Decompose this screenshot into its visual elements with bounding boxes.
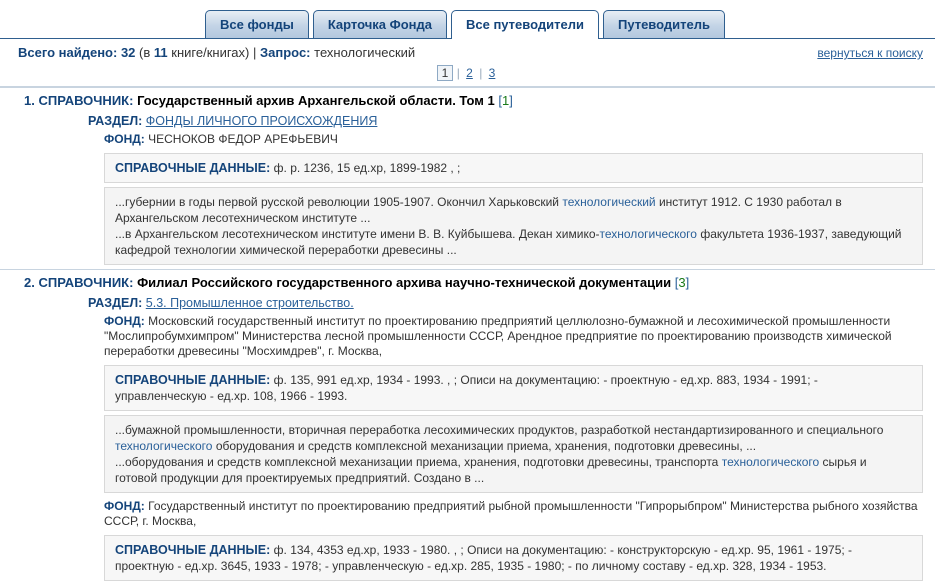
query-value: технологический <box>314 45 416 60</box>
result-number: 1. <box>24 93 35 108</box>
result-title[interactable]: Государственный архив Архангельской области. Том 1 <box>137 93 495 108</box>
count-bracket-open: [ <box>498 93 503 108</box>
results-list <box>0 86 935 581</box>
tab-all-guides[interactable]: Все путеводители <box>451 10 599 39</box>
reference-data-panel <box>104 535 923 581</box>
fragment-text: ...в Архангельском лесотехническом институте имени В. В. Куйбышева. Декан химико- <box>115 227 600 241</box>
tab-all-funds[interactable]: Все фонды <box>205 10 309 38</box>
fragment-0 <box>115 194 912 226</box>
reference-data-value: ф. 135, 991 ед.хр, 1934 - 1993. , ; Описи на документацию: - проектную - ед.хр. 883, 1934 - 1991; - управленческую - ед.хр. 108, 1966 - 1993. <box>115 373 818 403</box>
count-bracket-open: [ <box>674 275 679 290</box>
count-link[interactable]: 3 <box>678 275 686 290</box>
fragments-panel <box>104 187 923 265</box>
razdel-value[interactable]: ФОНДЫ ЛИЧНОГО ПРОИСХОЖДЕНИЯ <box>145 114 378 128</box>
result-header <box>0 87 935 112</box>
fond-label: ФОНД: <box>104 499 145 513</box>
razdel-label: РАЗДЕЛ: <box>88 114 143 128</box>
highlighted-term[interactable]: технологического <box>599 227 697 241</box>
fond-label: ФОНД: <box>104 314 145 328</box>
result-item <box>0 87 935 265</box>
result-body <box>0 112 935 265</box>
reference-data-value: ф. 134, 4353 ед.хр, 1933 - 1980. , ; Описи на документацию: - конструкторскую - ед.хр. 95, 1961 - 1975; - проектную - ед.хр. 3645, 1933 - 1978; - управленческую - ед.хр. 285, 1935 - 1980; - по личному составу - ед.хр. 328, 1934 - 1953. <box>115 543 853 573</box>
reference-data-panel <box>104 153 923 183</box>
fragment-text: ...бумажной промышленности, вторичная переработка лесохимических продуктов, разработкой нестандартизированного и специального <box>115 423 884 437</box>
tab-list <box>205 9 725 38</box>
highlighted-term[interactable]: технологического <box>115 439 213 453</box>
fond-row <box>88 130 923 149</box>
reference-data-label: СПРАВОЧНЫЕ ДАННЫЕ: <box>115 373 271 387</box>
summary-divider: | <box>253 45 257 60</box>
razdel-row <box>88 112 923 130</box>
back-to-search-link[interactable]: вернуться к поиску <box>817 46 923 60</box>
count-link[interactable]: 1 <box>502 93 510 108</box>
fragment-text: ...губернии в годы первой русской революции 1905-1907. Окончил Харьковский <box>115 195 563 209</box>
result-title[interactable]: Филиал Российского государственного архива научно-технической документации <box>137 275 672 290</box>
fragment-1 <box>115 454 912 486</box>
tab-bar <box>0 0 935 39</box>
found-label: Всего найдено: <box>18 45 118 60</box>
razdel-value[interactable]: 5.3. Промышленное строительство. <box>145 296 354 310</box>
reference-data-label: СПРАВОЧНЫЕ ДАННЫЕ: <box>115 543 271 557</box>
razdel-label: РАЗДЕЛ: <box>88 296 143 310</box>
result-count <box>498 93 512 108</box>
count-bracket-close: ] <box>685 275 690 290</box>
fragment-text: оборудования и средств комплексной механизации приема, хранения, подготовки древесины, ... <box>212 439 757 453</box>
fragments-panel <box>104 415 923 493</box>
reference-data-panel <box>104 365 923 411</box>
fragment-1 <box>115 226 912 258</box>
razdel-row <box>88 294 923 312</box>
result-type-label: СПРАВОЧНИК: <box>38 93 134 108</box>
count-bracket-close: ] <box>509 93 513 108</box>
pager-sep-2: | <box>479 66 483 80</box>
books-word: книге/книгах) <box>171 45 250 60</box>
found-count: 32 <box>120 45 136 60</box>
fond-value[interactable]: Государственный институт по проектированию предприятий рыбной промышленности "Гипрорыбпром" Министерства рыбного хозяйства СССР, г. Москва, <box>104 499 918 528</box>
highlighted-term[interactable]: технологического <box>721 455 820 469</box>
books-count: 11 <box>153 45 168 60</box>
reference-data-value: ф. р. 1236, 15 ед.хр, 1899-1982 , ; <box>273 161 461 175</box>
in-books-open: (в <box>139 45 151 60</box>
result-count <box>675 275 689 290</box>
result-type-label: СПРАВОЧНИК: <box>38 275 134 290</box>
page-link-2[interactable]: 2 <box>466 66 473 80</box>
fond-label: ФОНД: <box>104 132 145 146</box>
pager-sep-1: | <box>456 66 460 80</box>
result-item <box>0 269 935 581</box>
fragment-text: сырья и готовой продукции для проектируемых предприятий. Создано в ... <box>115 455 867 485</box>
page-current[interactable]: 1 <box>437 65 454 81</box>
result-header <box>0 269 935 294</box>
highlighted-term[interactable]: технологический <box>562 195 656 209</box>
results-summary <box>0 39 935 62</box>
fond-value[interactable]: Московский государственный институт по проектированию предприятий целлюлозно-бумажной и лесохимической промышленности "Мослипробумхимпром" Министерства лесной промышленности СССР, Арендное предприятие по проектированию производств химической переработки древесины "Мосхимдрев", г. Москва, <box>104 314 892 358</box>
fond-row <box>88 312 923 361</box>
tab-fund-card[interactable]: Карточка Фонда <box>313 10 447 38</box>
reference-data-label: СПРАВОЧНЫЕ ДАННЫЕ: <box>115 161 271 175</box>
fragment-0 <box>115 422 912 454</box>
page-link-3[interactable]: 3 <box>488 66 496 80</box>
pagination <box>0 62 935 86</box>
tab-guide[interactable]: Путеводитель <box>603 10 725 38</box>
query-label: Запрос: <box>260 45 311 60</box>
fragment-text: факультета 1936-1937, заведующий кафедрой технологии химической переработки древесины ... <box>115 227 902 257</box>
result-number: 2. <box>24 275 35 290</box>
fragment-text: ...оборудования и средств комплексной механизации приема, хранения, подготовки древесины, транспорта <box>115 455 722 469</box>
fond-value[interactable]: ЧЕСНОКОВ ФЕДОР АРЕФЬЕВИЧ <box>148 132 338 146</box>
result-body <box>0 294 935 581</box>
fragment-text: институт 1912. С 1930 работал в Архангельском лесотехническом институте ... <box>115 195 842 225</box>
fond-row <box>88 497 923 531</box>
